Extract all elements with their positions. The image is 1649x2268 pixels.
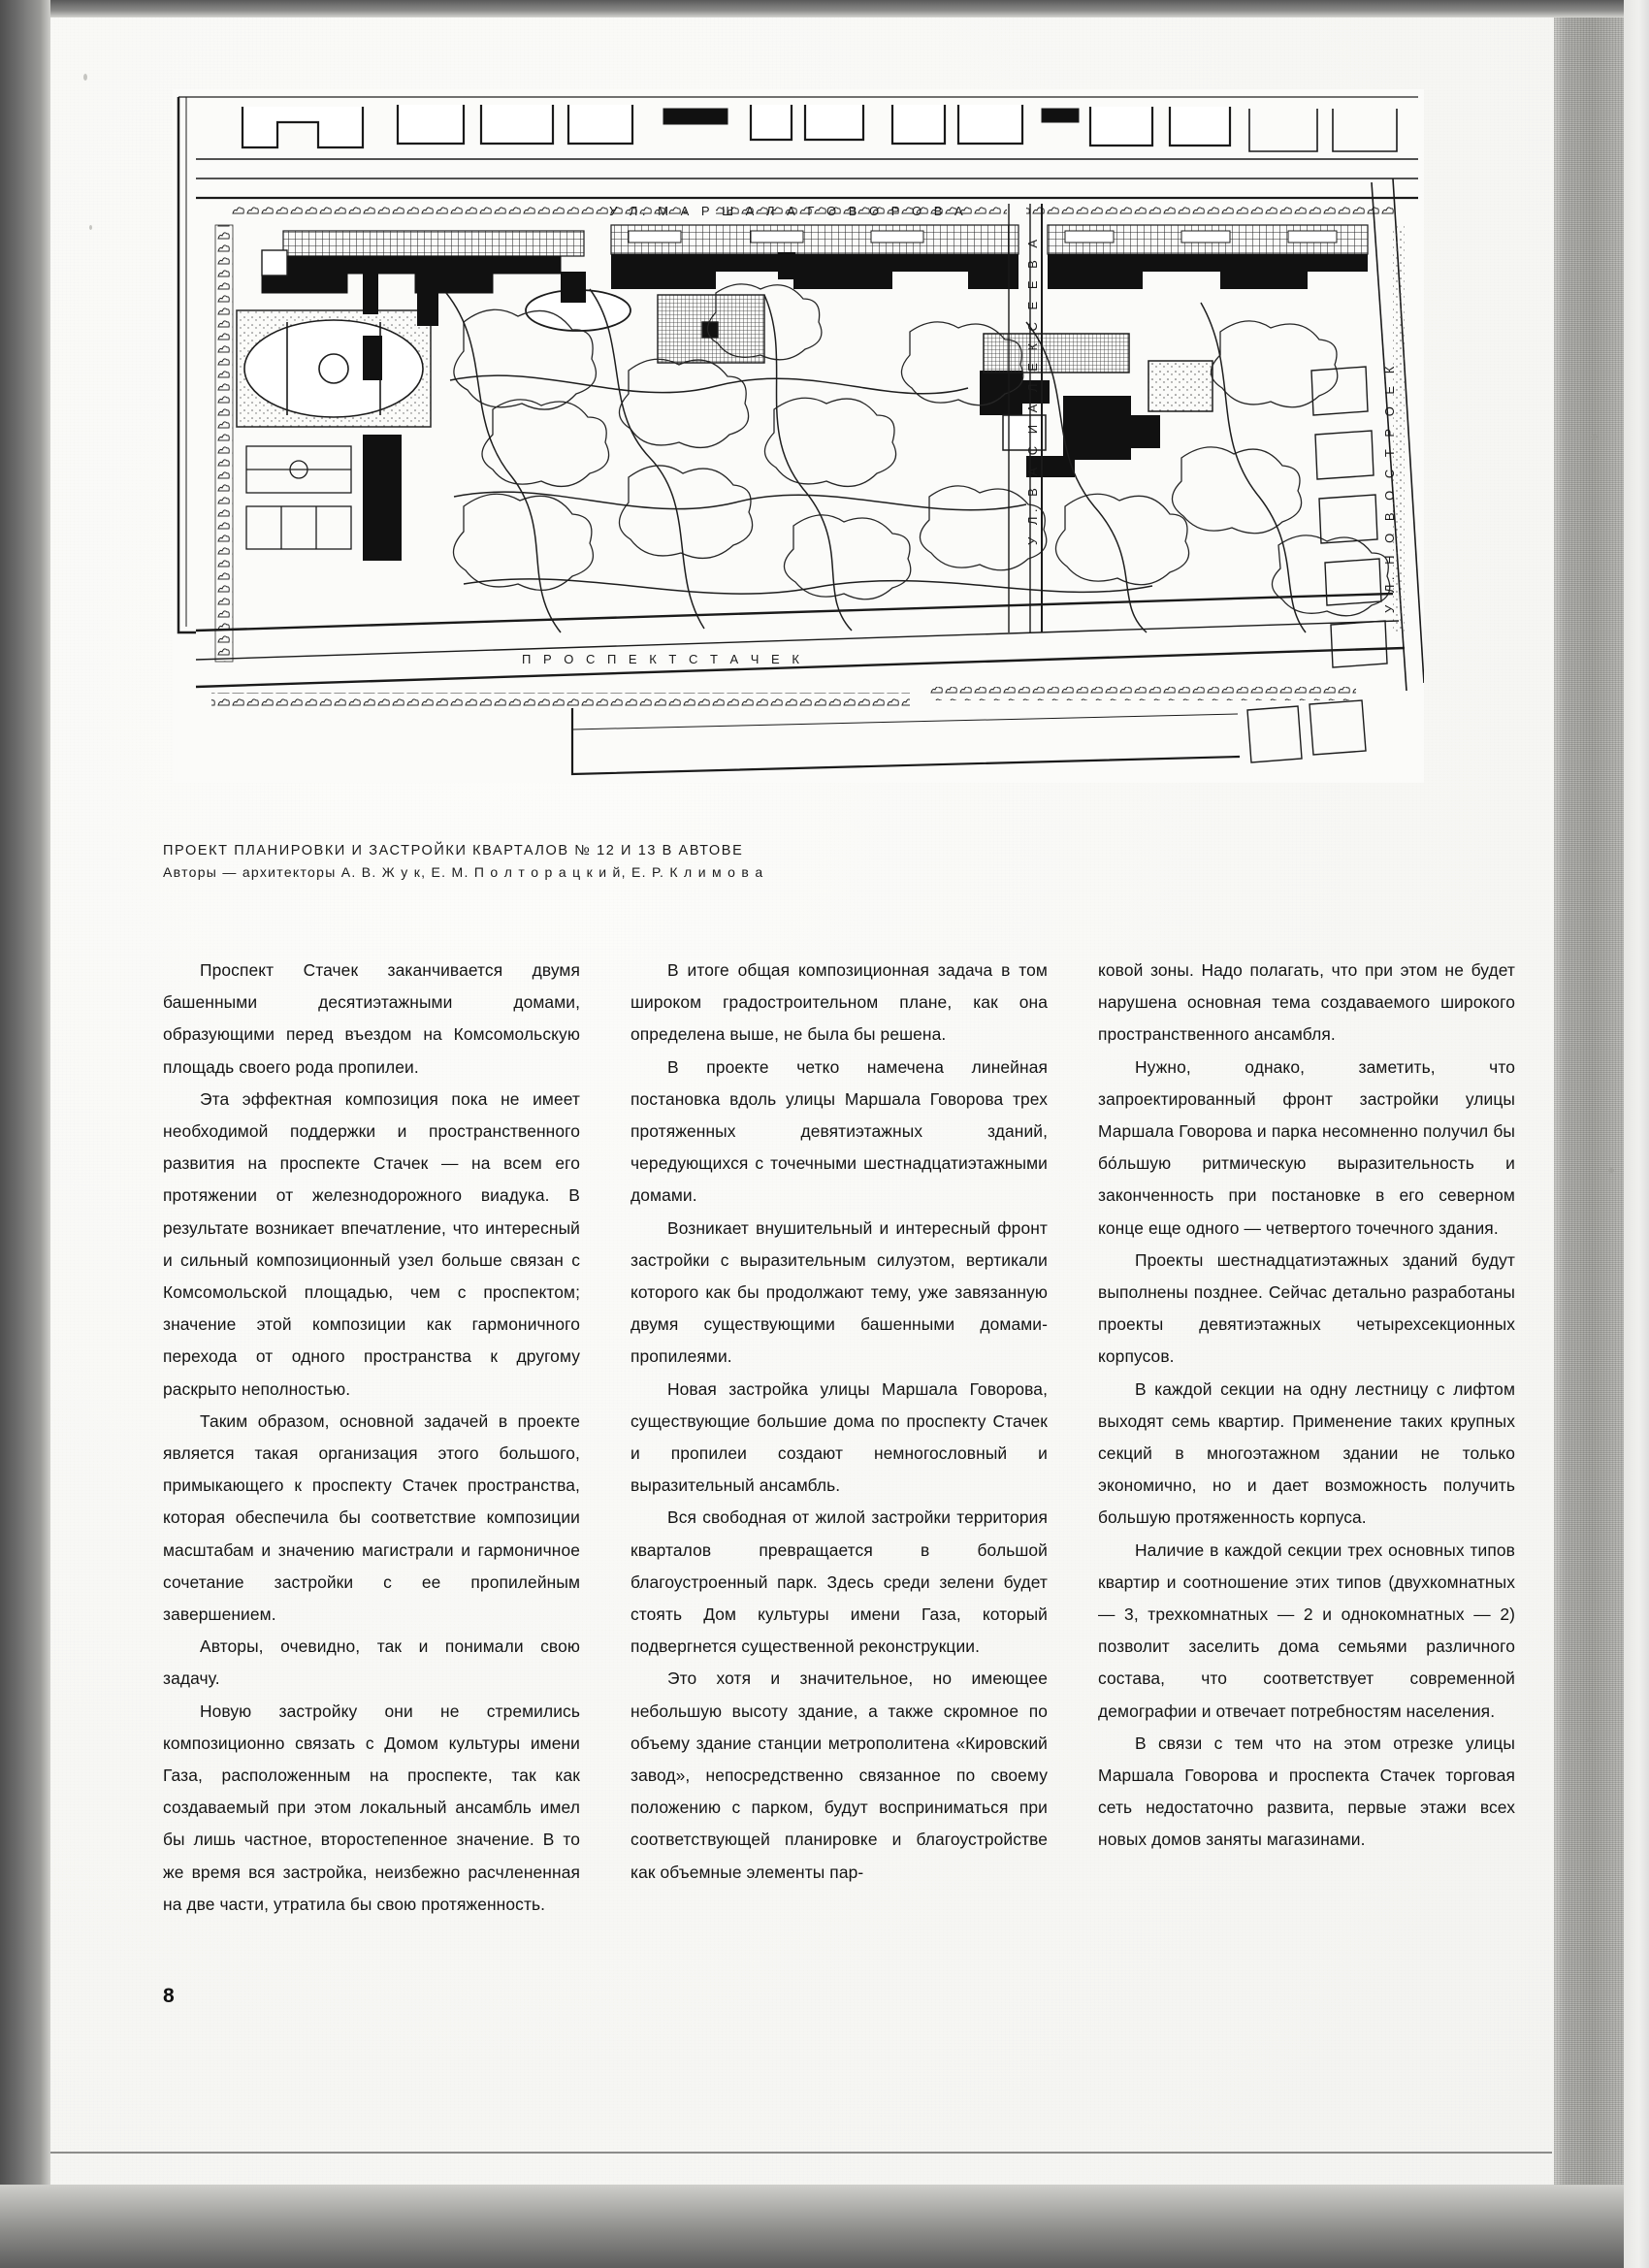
caption-title: ПРОЕКТ ПЛАНИРОВКИ И ЗАСТРОЙКИ КВАРТАЛОВ № 12 И 13 В АВТОВЕ [163,843,744,859]
figure-caption [163,840,1036,883]
scan-speck [1587,1738,1592,1742]
paragraph: Вся свободная от жилой застройки территория кварталов превращается в большой благоустроенный парк. Здесь среди зелени будет стоять Дом культуры имени Газа, который подвергнется существенной реконструкции. [630,1507,1048,1657]
street-label-novostroek: У Л. Н О В О С Т Р О Е К [1382,362,1397,613]
scan-speck [89,225,92,230]
paragraph: Проспект Стачек заканчивается двумя башенными десятиэтажными домами, образующими перед въездом на Комсомольскую площадь своего рода пропилеи. [163,960,580,1077]
scan-edge-far [1624,0,1649,2268]
street-label-vasi-alekseeva: У Л. В А С И А Л Е К С Е Е В А [1025,235,1040,545]
text-column-2 [630,955,1048,1921]
scan-speck [1608,1168,1614,1173]
paragraph: Новую застройку они не стремились композиционно связать с Домом культуры имени Газа, расположенным на проспекте, так как создаваемый при этом локальный ансамбль имел бы лишь частное, второстепенное значение. В то же время вся застройка, неизбежно расчлененная на две части, утратила бы свою протяженность. [163,1701,580,1914]
paragraph: В связи с тем что на этом отрезке улицы Маршала Говорова и проспекта Стачек торговая сеть недостаточно развита, первые этажи всех новых домов заняты магазинами. [1098,1733,1515,1850]
scan-frame-left [0,0,50,2268]
text-column-3 [1098,955,1515,1921]
paragraph: Это хотя и значительное, но имеющее небольшую высоту здание, а также скромное по объему здание станции метрополитена «Кировский завод», непосредственно связанное по своему положению с парком, будут восприниматься при соответствующей планировке и благоустройстве как объемные элементы пар- [630,1669,1048,1882]
body-text-columns [163,955,1517,1921]
paragraph: Нужно, однако, заметить, что запроектированный фронт застройки улицы Маршала Говорова и парка несомненно получил бы бо́льшую ритмическую выразительность и законченность при постановке в его северном конце еще одного — четвертого точечного здания. [1098,1056,1515,1238]
site-plan-figure [173,89,1424,783]
street-label-prospekt-stachek: П Р О С П Е К Т С Т А Ч Е К [522,652,804,666]
paragraph: В итоге общая композиционная задача в том широком градостроительном плане, как она определена выше, не была бы решена. [630,960,1048,1045]
paragraph: Новая застройка улицы Маршала Говорова, существующие большие дома по проспекту Стачек и пропилеи создают немногословный и выразительный ансамбль. [630,1378,1048,1496]
site-plan-drawing [173,89,1424,783]
scan-speck [1591,435,1598,439]
paragraph: Авторы, очевидно, так и понимали свою задачу. [163,1636,580,1689]
scan-frame-bottom [0,2185,1649,2268]
paragraph: Проекты шестнадцатиэтажных зданий будут выполнены позднее. Сейчас детально разработаны проекты девятиэтажных четырехсекционных корпусов. [1098,1249,1515,1367]
paragraph: Таким образом, основной задачей в проекте является такая организация этого большого, примыкающего к проспекту Стачек пространства, которая обеспечила бы соответствие композиции масштабам и значению магистрали и гармоничное сочетание застройки с ее пропилейным завершением. [163,1410,580,1625]
scan-speck [83,74,87,81]
caption-authors: Авторы — архитекторы А. В. Ж у к, Е. М. П о л т о р а ц к и й, Е. Р. К л и м о в а [163,864,764,880]
text-column-1 [163,955,580,1921]
paragraph: Наличие в каждой секции трех основных типов квартир и соотношение этих типов (двухкомнатных — 3, трехкомнатных — 2 и однокомнатных — 2) позволит заселить дома семьями различного состава, что соответствует современной демографии и отвечает потребностям населения. [1098,1539,1515,1721]
paragraph: В каждой секции на одну лестницу с лифтом выходят семь квартир. Применение таких крупных секций в многоэтажном здании не только экономично, но и дает возможность получить большую протяженность корпуса. [1098,1378,1515,1528]
scan-gutter-right [1554,17,1624,2185]
page-number: 8 [163,1985,175,2007]
paragraph: Возникает внушительный и интересный фронт застройки с выразительным силуэтом, вертикали которого как бы продолжают тему, уже завязанную двумя существующими башенными домами-пропилеями. [630,1217,1048,1367]
page-bottom-rule [50,2152,1552,2154]
scan-frame-top [0,0,1649,17]
paragraph: Эта эффектная композиция пока не имеет необходимой поддержки и пространственного развития на проспекте Стачек — на всем его протяжении от железнодорожного виадука. В результате возникает впечатление, что интересный и сильный композиционный узел больше связан с Комсомольской площадью, чем с проспектом; значение этой композиции как гармоничного перехода от одного пространства к другому раскрыто неполностью. [163,1088,580,1399]
paragraph: ковой зоны. Надо полагать, что при этом не будет нарушена основная тема создаваемого широкого пространственного ансамбля. [1098,960,1515,1045]
paragraph: В проекте четко намечена линейная постановка вдоль улицы Маршала Говорова трех протяженных девятиэтажных зданий, чередующихся с точечными шестнадцатиэтажными домами. [630,1056,1048,1206]
street-label-marshala-govorova: У Л. М А Р Ш А Л А Г О В О Р О В А [609,204,968,218]
